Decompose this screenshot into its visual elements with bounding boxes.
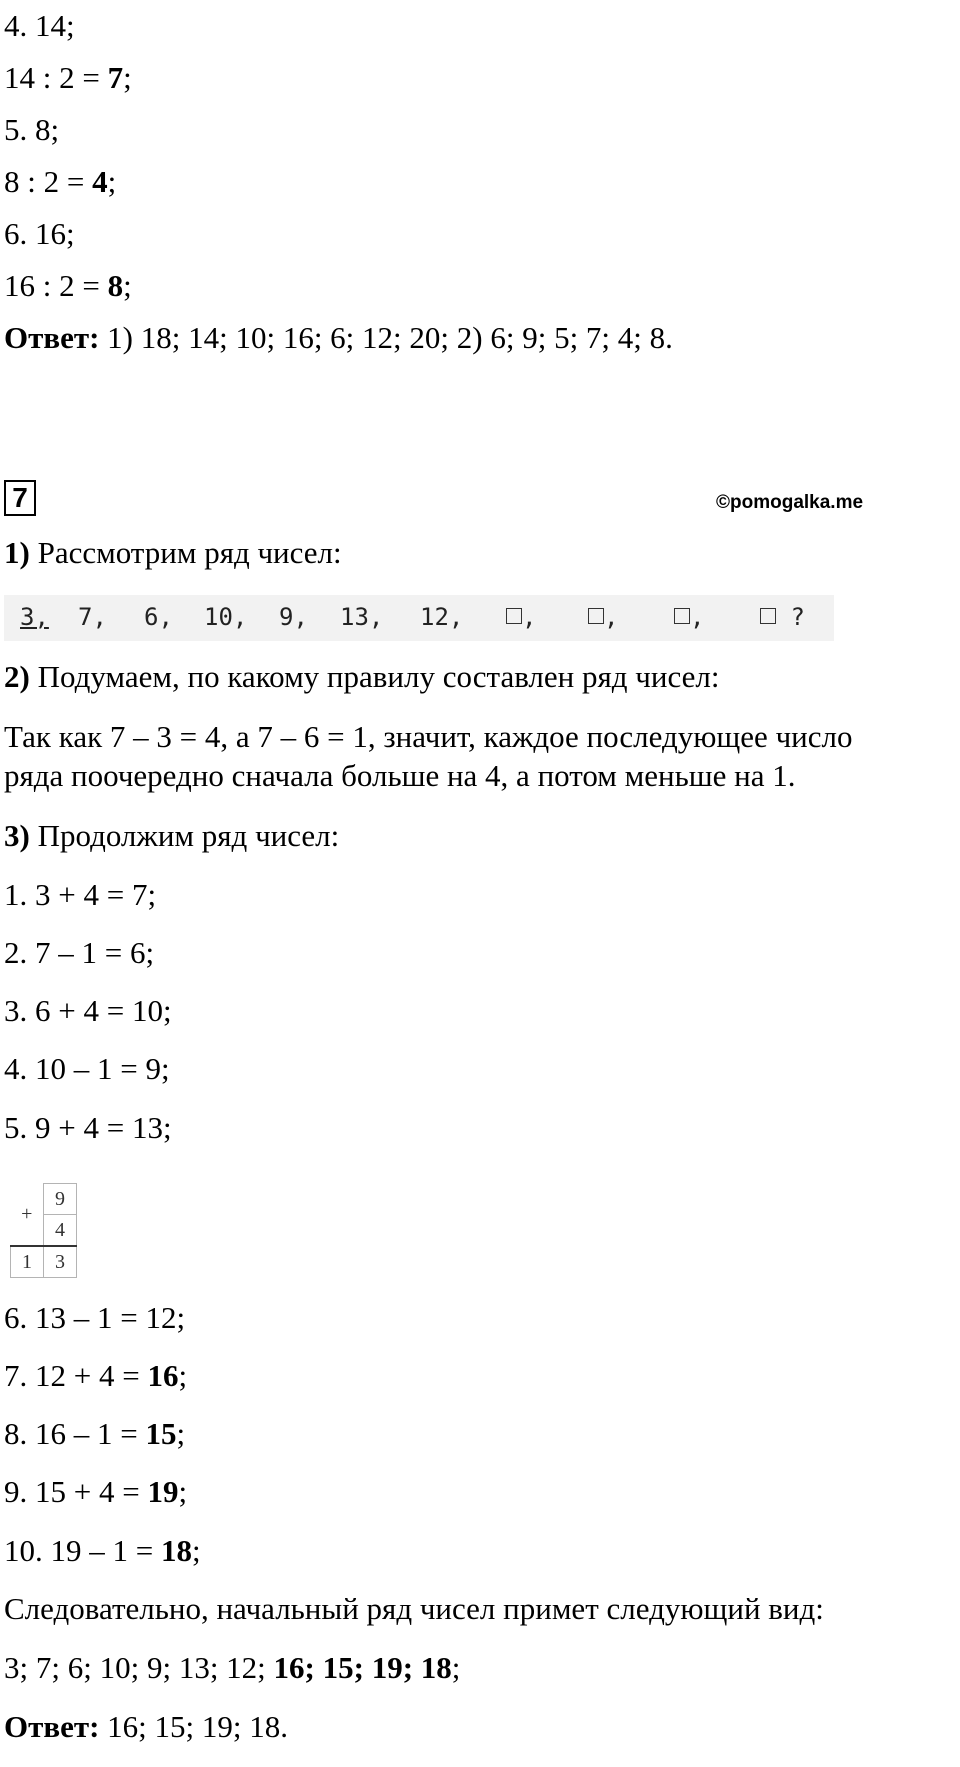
expression: 9. 15 + 4 = xyxy=(4,1474,148,1509)
result-value: 4 xyxy=(92,164,108,199)
answer-text: 16; 15; 19; 18. xyxy=(99,1709,288,1744)
answer-label: Ответ: xyxy=(4,320,100,355)
calc-line: 5. 9 + 4 = 13; xyxy=(4,1110,172,1145)
calc-line: 1. 3 + 4 = 7; xyxy=(4,877,157,912)
separator: , xyxy=(604,603,619,631)
result-value: 8 xyxy=(107,268,124,303)
separator: , xyxy=(522,603,537,631)
result-value: 18 xyxy=(160,1533,192,1568)
sequence-number: 10, xyxy=(204,603,248,631)
calc-line: 4. 10 – 1 = 9; xyxy=(4,1051,170,1086)
step-heading xyxy=(4,818,339,854)
digit-cell: 9 xyxy=(44,1184,77,1215)
sequence-number: 13, xyxy=(340,603,384,631)
calc-line xyxy=(4,1474,187,1510)
punct: ; xyxy=(176,1416,186,1451)
blank-slot xyxy=(760,602,805,632)
step-line: 5. 8; xyxy=(4,112,60,147)
column-addition xyxy=(10,1183,77,1278)
answer-label: Ответ: xyxy=(4,1709,100,1744)
step-heading xyxy=(4,659,719,695)
sequence-number: 6, xyxy=(144,603,173,631)
expression: 8 : 2 = xyxy=(4,164,93,199)
sequence-answers: 16; 15; 19; 18 xyxy=(273,1650,452,1685)
expression: 7. 12 + 4 = xyxy=(4,1358,148,1393)
sequence-number: 9, xyxy=(279,603,308,631)
sequence-number: 12, xyxy=(420,603,464,631)
step-text: Подумаем, по какому правилу составлен ряд чисел: xyxy=(29,659,720,694)
calc-line xyxy=(4,1416,185,1452)
sequence-number: 7, xyxy=(78,603,107,631)
result-digit-cell: 3 xyxy=(44,1246,77,1278)
square-icon xyxy=(760,608,776,624)
step-heading xyxy=(4,535,342,571)
result-value: 7 xyxy=(107,60,124,95)
number-sequence-image xyxy=(4,595,834,641)
answer-text: 1) 18; 14; 10; 16; 6; 12; 20; 2) 6; 9; 5; 7; 4; 8. xyxy=(99,320,673,355)
sequence-plain: 3; 7; 6; 10; 9; 13; 12; xyxy=(4,1650,274,1685)
division-line xyxy=(4,268,132,304)
explanation-line: ряда поочередно сначала больше на 4, а потом меньше на 1. xyxy=(4,758,796,793)
step-marker: 2) xyxy=(4,659,30,694)
final-sequence xyxy=(4,1650,460,1686)
punct: ; xyxy=(107,164,117,199)
step-text: Продолжим ряд чисел: xyxy=(29,818,340,853)
punct: ; xyxy=(451,1650,461,1685)
plus-sign: + xyxy=(21,1202,33,1225)
calc-line: 3. 6 + 4 = 10; xyxy=(4,993,172,1028)
calc-line: 6. 13 – 1 = 12; xyxy=(4,1300,186,1335)
punct: ; xyxy=(178,1358,188,1393)
step-line: 4. 14; xyxy=(4,8,75,43)
blank-slot xyxy=(674,602,704,632)
division-line xyxy=(4,164,116,200)
final-answer xyxy=(4,1709,288,1745)
calc-line: 2. 7 – 1 = 6; xyxy=(4,935,155,970)
sequence-number: 3, xyxy=(20,603,49,631)
watermark: ©pomogalka.me xyxy=(716,492,864,513)
task-number-box: 7 xyxy=(4,480,36,516)
step-marker: 1) xyxy=(4,535,30,570)
expression: 16 : 2 = xyxy=(4,268,108,303)
division-line xyxy=(4,60,132,96)
separator: , xyxy=(690,603,705,631)
punct: ; xyxy=(123,60,132,95)
calc-line xyxy=(4,1533,201,1569)
square-icon xyxy=(674,608,690,624)
square-icon xyxy=(506,608,522,624)
step-line: 6. 16; xyxy=(4,216,75,251)
expression: 10. 19 – 1 = xyxy=(4,1533,161,1568)
blank-slot xyxy=(506,602,536,632)
result-value: 19 xyxy=(147,1474,179,1509)
result-value: 16 xyxy=(147,1358,179,1393)
square-icon xyxy=(588,608,604,624)
step-text: Рассмотрим ряд чисел: xyxy=(29,535,342,570)
expression: 14 : 2 = xyxy=(4,60,108,95)
explanation-line: Так как 7 – 3 = 4, а 7 – 6 = 1, значит, каждое последующее число xyxy=(4,719,853,754)
result-value: 15 xyxy=(145,1416,177,1451)
result-digit-cell: 1 xyxy=(11,1246,44,1278)
digit-cell: 4 xyxy=(44,1215,77,1247)
blank-slot xyxy=(588,602,618,632)
conclusion-line: Следовательно, начальный ряд чисел примет следующий вид: xyxy=(4,1591,824,1626)
previous-answer xyxy=(4,320,673,356)
expression: 8. 16 – 1 = xyxy=(4,1416,146,1451)
punct: ; xyxy=(123,268,132,303)
step-marker: 3) xyxy=(4,818,30,853)
question-mark: ? xyxy=(790,603,805,631)
punct: ; xyxy=(178,1474,188,1509)
punct: ; xyxy=(191,1533,201,1568)
calc-line xyxy=(4,1358,187,1394)
